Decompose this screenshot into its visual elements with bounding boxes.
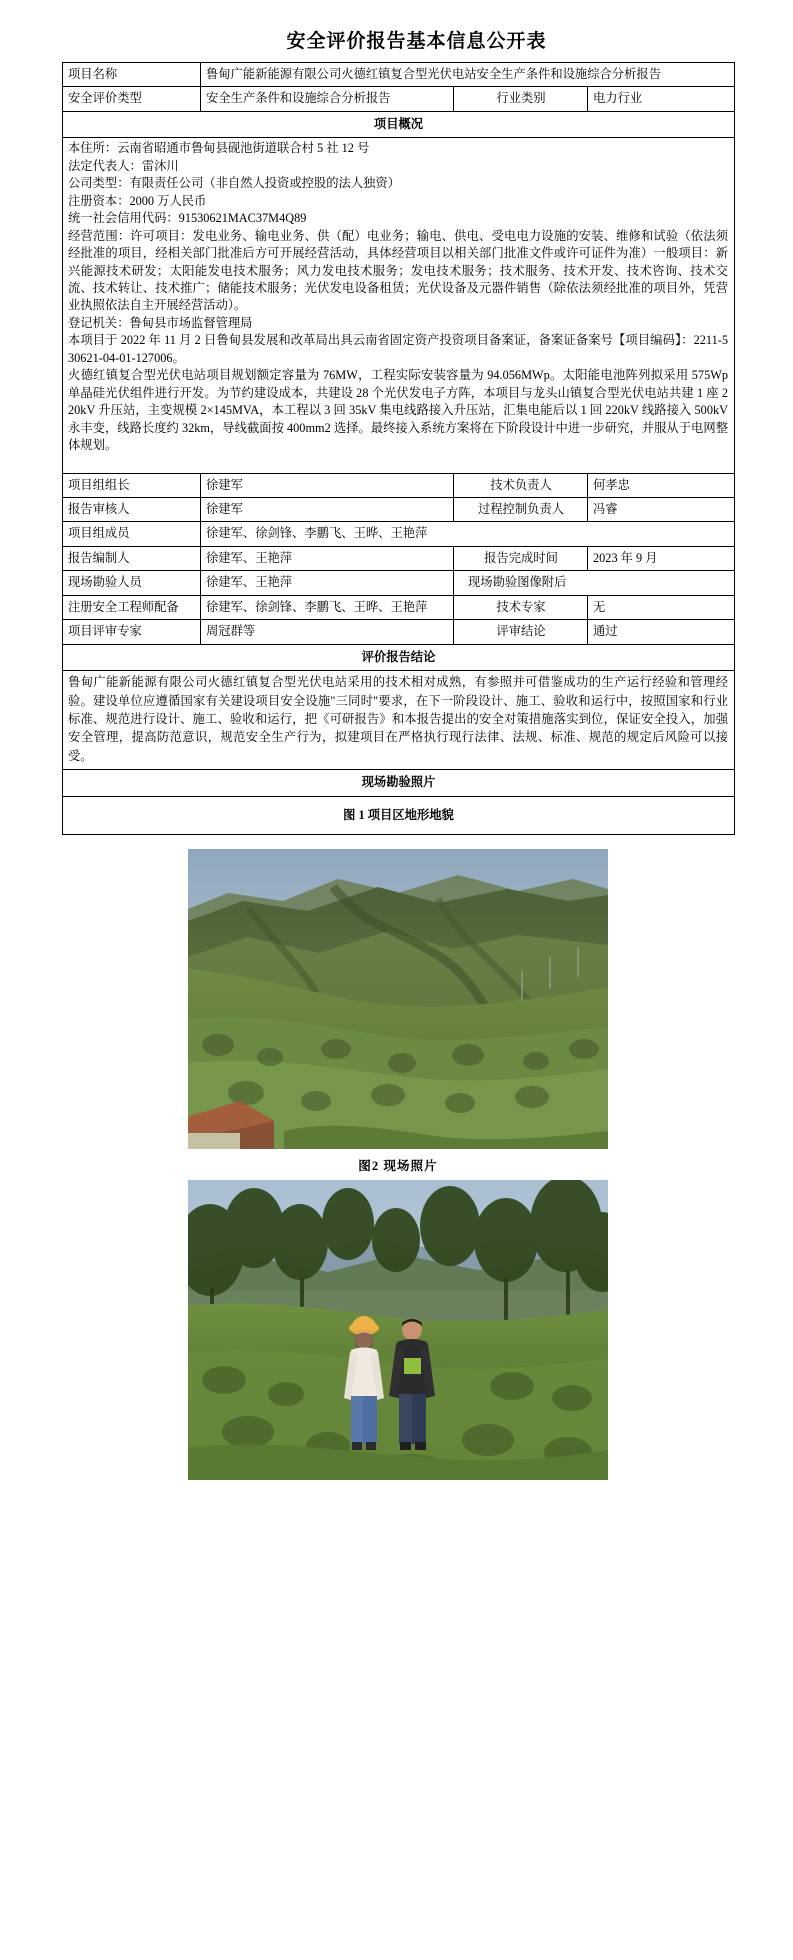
overview-spacer	[68, 455, 728, 469]
survey-note: 现场勘验图像附后	[454, 571, 735, 595]
review-conclusion-label: 评审结论	[454, 620, 588, 644]
table-row-conclusion-heading	[63, 644, 735, 670]
members-label: 项目组成员	[63, 522, 201, 546]
overview-line-address: 本住所：云南省昭通市鲁甸县砚池街道联合村 5 社 12 号	[68, 141, 370, 156]
overview-line-capital: 注册资本：2000 万人民币	[68, 193, 207, 208]
table-row-eval-type	[63, 87, 735, 111]
reviewer-value: 徐建军	[201, 497, 454, 521]
tech-lead-value: 何孝忠	[588, 473, 735, 497]
industry-label: 行业类别	[454, 87, 588, 111]
overview-line-technical: 火德红镇复合型光伏电站项目规划额定容量为 76MW，工程实际安装容量为 94.056MWp。太阳能电池阵列拟采用 575Wp 单晶硅光伏组件进行开发。为节约建设成本，共建设 28 个光伏发电子方阵，本项目与龙头山镇复合型光伏电站共建 1 座 220kV 升压站，主变规模 2×145MVA，本工程以 3 回 35kV 集电线路接入升压站，汇集电能后以 1 回 220kV 线路接入 500kV 永丰变，线路长度约 32km，导线截面按 400mm2 选择。最终接入系统方案将在下阶段设计中进一步研究，并服从于电网整体规划。	[68, 368, 728, 453]
figure2-caption-wrap	[62, 1155, 734, 1174]
overview-line-filing: 本项目于 2022 年 11 月 2 日鲁甸县发展和改革局出具云南省固定资产投资项目备案证，备案证备案号【项目编码】：2211-530621-04-01-127006。	[68, 333, 728, 365]
figure1-caption: 图 1 项目区地形地貌	[63, 796, 735, 834]
review-conclusion-value: 通过	[588, 620, 735, 644]
figure1-image-wrap	[62, 849, 734, 1149]
survey-staff-value: 徐建军、王艳萍	[201, 571, 454, 595]
project-name-value: 鲁甸广能新能源有限公司火德红镇复合型光伏电站安全生产条件和设施综合分析报告	[201, 63, 735, 87]
compiler-label: 报告编制人	[63, 546, 201, 570]
process-control-value: 冯睿	[588, 497, 735, 521]
eval-type-label: 安全评价类型	[63, 87, 201, 111]
terrain-landscape-photo	[188, 849, 608, 1149]
table-row-compiler	[63, 546, 735, 570]
figure2-image-wrap	[62, 1180, 734, 1480]
overview-heading: 项目概况	[63, 111, 735, 137]
figure2-caption: 图2 现场照片	[358, 1159, 438, 1174]
table-row-figure1-caption	[63, 796, 735, 834]
completion-time-value: 2023 年 9 月	[588, 546, 735, 570]
registered-engineers-label: 注册安全工程师配备	[63, 595, 201, 619]
team-leader-value: 徐建军	[201, 473, 454, 497]
eval-type-value: 安全生产条件和设施综合分析报告	[201, 87, 454, 111]
table-row-photos-heading	[63, 770, 735, 796]
tech-expert-label: 技术专家	[454, 595, 588, 619]
members-value: 徐建军、徐剑锋、李鹏飞、王晔、王艳萍	[201, 522, 735, 546]
table-row-team-leader	[63, 473, 735, 497]
compiler-value: 徐建军、王艳萍	[201, 546, 454, 570]
table-row-overview-body	[63, 138, 735, 473]
page-title: 安全评价报告基本信息公开表	[286, 31, 547, 52]
conclusion-body	[63, 671, 735, 770]
survey-staff-label: 现场勘验人员	[63, 571, 201, 595]
table-row-survey-staff	[63, 571, 735, 595]
tech-expert-value: 无	[588, 595, 735, 619]
overview-line-legal-rep: 法定代表人：雷沐川	[68, 158, 179, 173]
table-row-review-experts	[63, 620, 735, 644]
process-control-label: 过程控制负责人	[454, 497, 588, 521]
reviewer-label: 报告审核人	[63, 497, 201, 521]
table-row-reviewer	[63, 497, 735, 521]
tech-lead-label: 技术负责人	[454, 473, 588, 497]
table-row-members	[63, 522, 735, 546]
team-leader-label: 项目组组长	[63, 473, 201, 497]
conclusion-text: 鲁甸广能新能源有限公司火德红镇复合型光伏电站采用的技术相对成熟，有参照并可借鉴成功的生产运行经验和管理经验。建设单位应遵循国家有关建设项目安全设施"三同时"要求，在下一阶段设计、施工、验收和运行中，按照国家和行业标准、规范进行设计、施工、验收和运行，把《可研报告》和本报告提出的安全对策措施落实到位，保证安全投入，加强安全管理，提高防范意识，规范安全生产行为，拟建项目在严格执行现行法律、法规、标准、规范的规定后风险可以接受。	[68, 675, 728, 763]
photos-section-heading: 现场勘验照片	[63, 770, 735, 796]
overview-body	[63, 138, 735, 473]
table-row-overview-heading	[63, 111, 735, 137]
overview-line-registration-authority: 登记机关：鲁甸县市场监督管理局	[68, 315, 253, 330]
review-experts-label: 项目评审专家	[63, 620, 201, 644]
table-row-project-name	[63, 63, 735, 87]
page-bottom-spacer	[0, 1480, 793, 1504]
site-photo-with-people	[188, 1180, 608, 1480]
project-name-label: 项目名称	[63, 63, 201, 87]
conclusion-heading: 评价报告结论	[63, 644, 735, 670]
table-row-registered-engineers	[63, 595, 735, 619]
overview-line-business-scope: 经营范围：许可项目：发电业务、输电业务、供（配）电业务；输电、供电、受电电力设施的安装、维修和试验（依法须经批准的项目，经相关部门批准后方可开展经营活动，具体经营项目以相关部门批准文件或许可证件为准）一般项目：新兴能源技术研发；太阳能发电技术服务；风力发电技术服务；发电技术服务；技术服务、技术开发、技术咨询、技术交流、技术转让、技术推广；储能技术服务；光伏发电设备租赁；光伏设备及元器件销售（除依法须经批准的项目外，凭营业执照依法自主开展经营活动）。	[68, 228, 728, 313]
overview-line-company-type: 公司类型：有限责任公司（非自然人投资或控股的法人独资）	[68, 176, 401, 191]
registered-engineers-value: 徐建军、徐剑锋、李鹏飞、王晔、王艳萍	[201, 595, 454, 619]
completion-time-label: 报告完成时间	[454, 546, 588, 570]
review-experts-value: 周冠群等	[201, 620, 454, 644]
industry-value: 电力行业	[588, 87, 735, 111]
info-table	[62, 62, 735, 835]
table-row-conclusion-body	[63, 671, 735, 770]
overview-line-credit-code: 统一社会信用代码：91530621MAC37M4Q89	[68, 211, 307, 226]
